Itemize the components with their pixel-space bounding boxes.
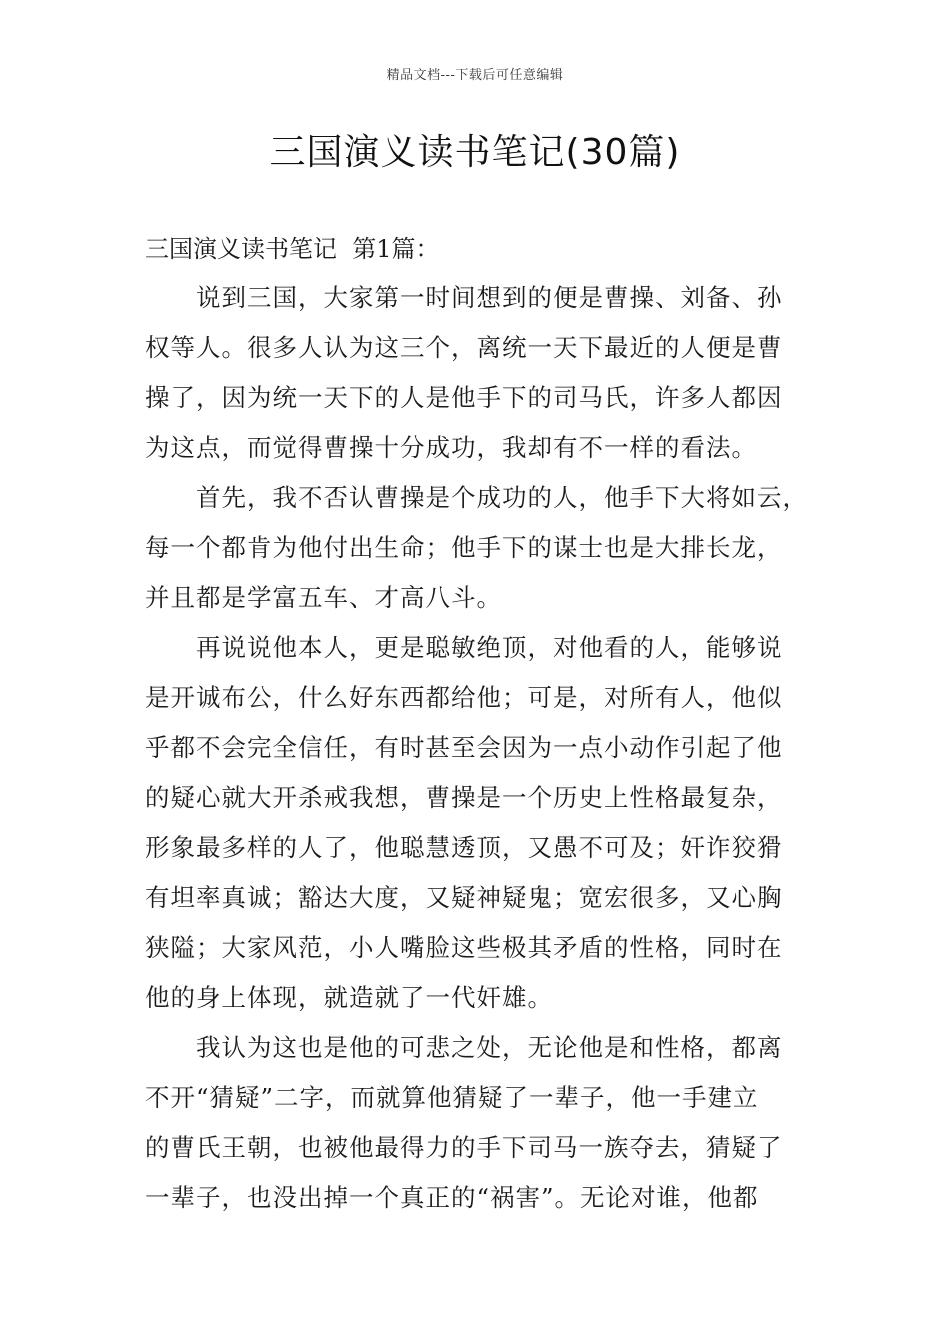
text-line: 说到三国，大家第一时间想到的便是曹操、刘备、孙 xyxy=(145,283,783,312)
text-line: 有坦率真诚；豁达大度，又疑神疑鬼；宽宏很多，又心胸 xyxy=(145,883,783,912)
text-line: 再说说他本人，更是聪敏绝顶，对他看的人，能够说 xyxy=(145,633,783,662)
text-line: 我认为这也是他的可悲之处，无论他是和性格，都离 xyxy=(145,1033,783,1062)
paragraph-3 xyxy=(145,630,825,1030)
paragraph-4 xyxy=(145,1030,825,1230)
text-line: 他的身上体现，就造就了一代奸雄。 xyxy=(145,983,553,1012)
header-note: 精品文档---下载后可任意编辑 xyxy=(386,68,564,83)
text-line: 每一个都肯为他付出生命；他手下的谋士也是大排长龙， xyxy=(145,533,783,562)
text-line: 权等人。很多人认为这三个，离统一天下最近的人便是曹 xyxy=(145,333,783,362)
document-title: 三国演义读书笔记(30篇) xyxy=(269,132,681,173)
paragraph-1 xyxy=(145,280,825,480)
text-line: 的曹氏王朝，也被他最得力的手下司马一族夺去，猜疑了 xyxy=(145,1133,783,1162)
document-body xyxy=(145,280,825,1230)
section-heading: 三国演义读书笔记 第1篇： xyxy=(145,235,440,263)
text-line: 乎都不会完全信任，有时甚至会因为一点小动作引起了他 xyxy=(145,733,783,762)
text-line: 一辈子，也没出掉一个真正的“祸害”。无论对谁，他都 xyxy=(145,1183,759,1212)
paragraph-2 xyxy=(145,480,825,630)
text-line: 操了，因为统一天下的人是他手下的司马氏，许多人都因 xyxy=(145,383,783,412)
text-line: 为这点，而觉得曹操十分成功，我却有不一样的看法。 xyxy=(145,433,757,462)
text-line: 的疑心就大开杀戒我想，曹操是一个历史上性格最复杂， xyxy=(145,783,783,812)
text-line: 是开诚布公，什么好东西都给他；可是，对所有人，他似 xyxy=(145,683,783,712)
text-line: 形象最多样的人了，他聪慧透顶，又愚不可及；奸诈狡猾 xyxy=(145,833,783,862)
text-line: 并且都是学富五车、才高八斗。 xyxy=(145,583,502,612)
text-line: 首先，我不否认曹操是个成功的人，他手下大将如云， xyxy=(145,483,808,512)
text-line: 不开“猜疑”二字，而就算他猜疑了一辈子，他一手建立 xyxy=(145,1083,759,1112)
text-line: 狭隘；大家风范，小人嘴脸这些极其矛盾的性格，同时在 xyxy=(145,933,783,962)
